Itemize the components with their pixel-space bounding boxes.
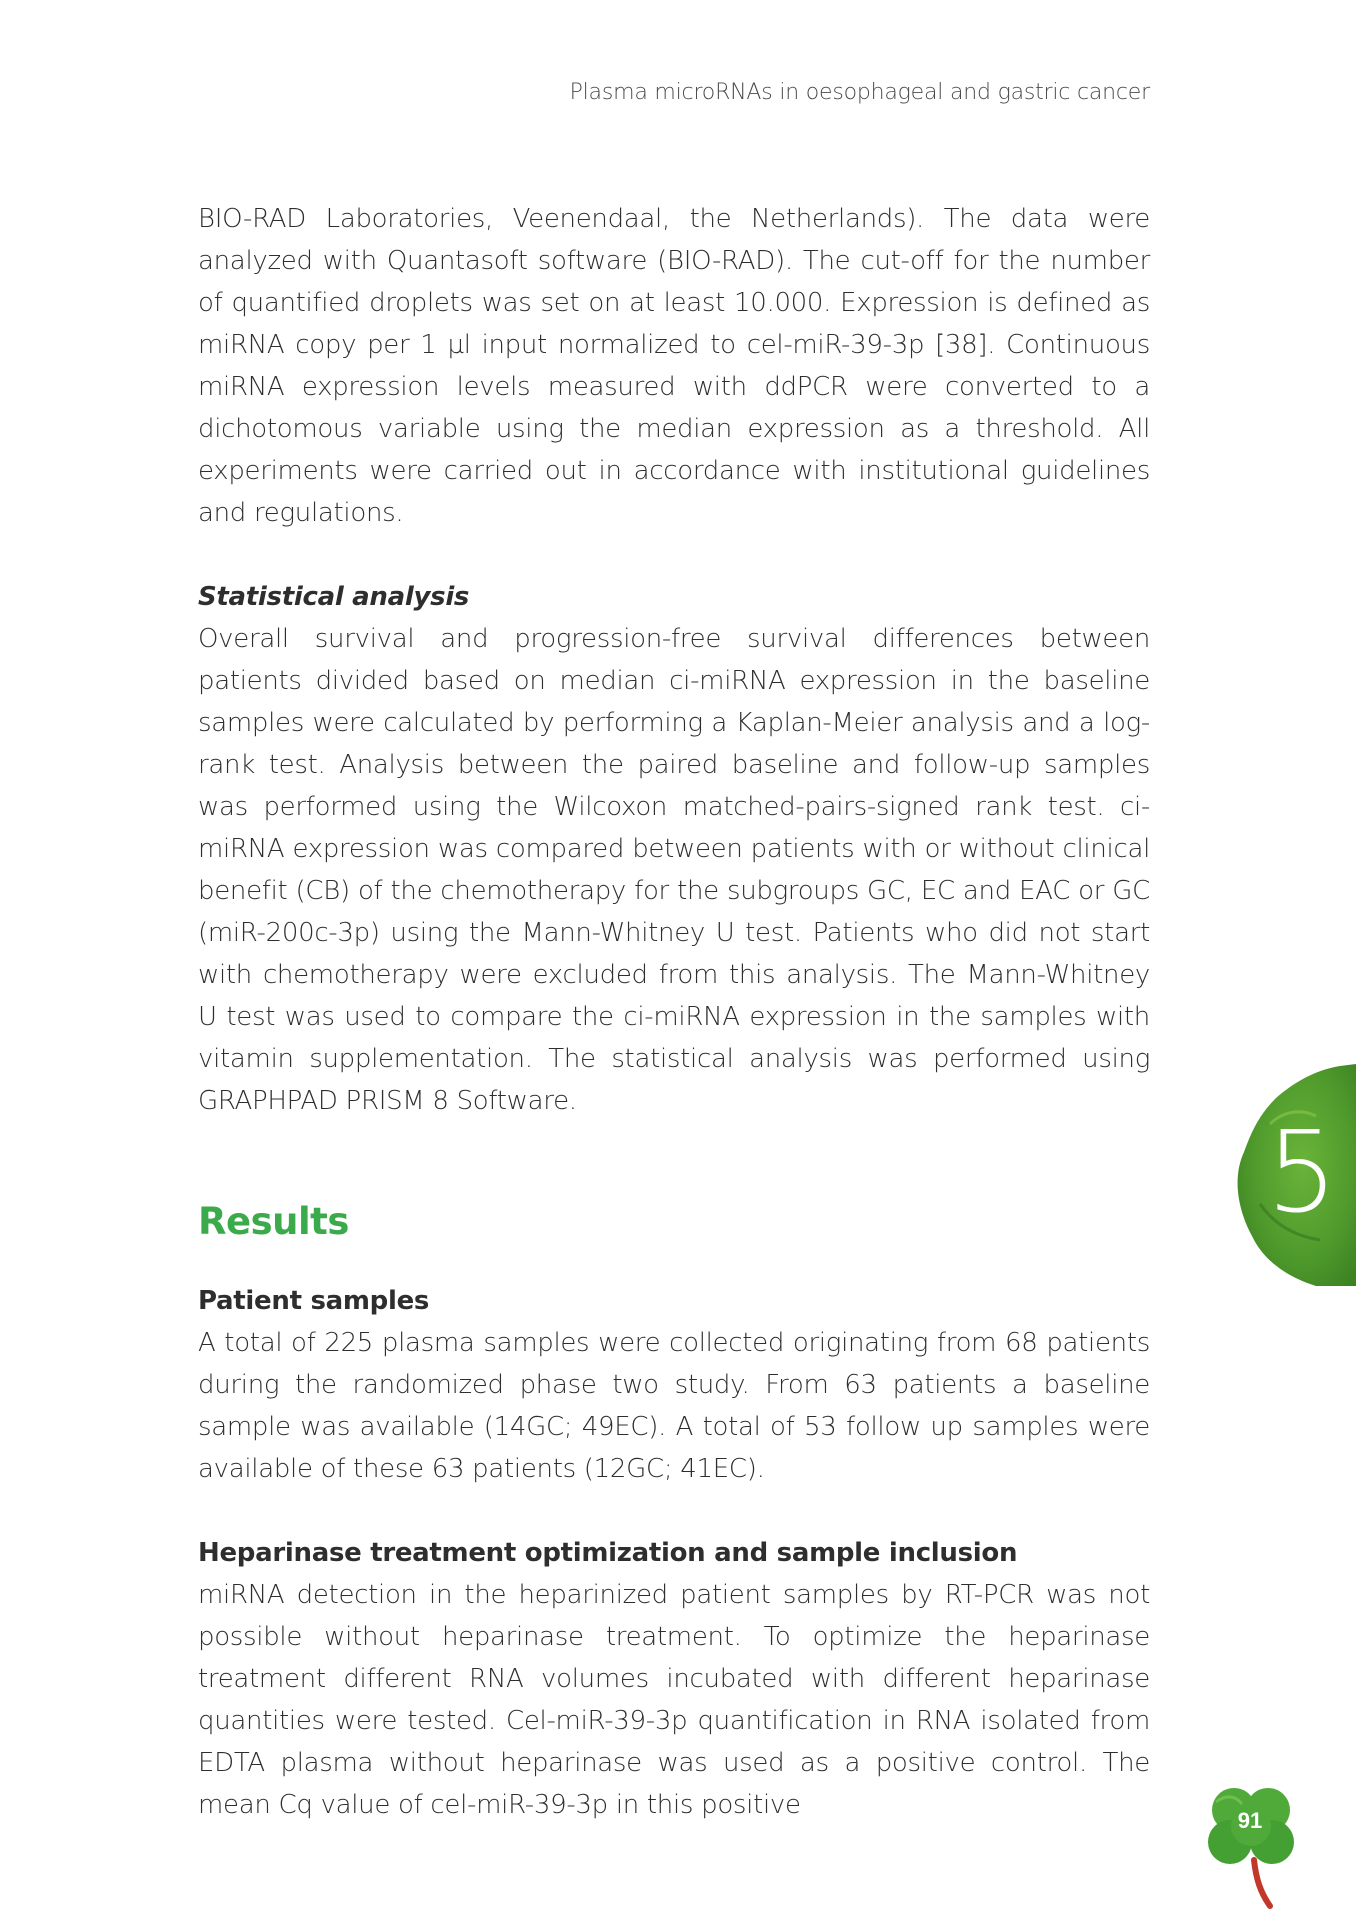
intro-paragraph: BIO-RAD Laboratories, Veenendaal, the Netherlands). The data were analyzed with Quantasoft software (BIO-RAD). The cut-off for the number of quantified droplets was set on at least 10.000. Expression is defined as miRNA copy per 1 µl input normalized to cel-miR-39-3p [38]. Continuous miRNA expression levels measured with ddPCR were converted to a dichotomous variable using the median expression as a threshold. All experiments were carried out in accordance with institutional guidelines and regulations. (198, 204, 1150, 528)
paragraph-gap (198, 534, 1150, 576)
page-content (198, 198, 1150, 1826)
running-header: Plasma microRNAs in oesophageal and gastric cancer (569, 80, 1150, 105)
page-badge (1196, 1782, 1306, 1910)
results-heading: Results (198, 1200, 349, 1243)
heparinase-heading: Heparinase treatment optimization and sample inclusion (198, 1538, 1018, 1568)
statistical-analysis-paragraph: Overall survival and progression-free survival differences between patients divided based on median ci-miRNA expression in the baseline samples were calculated by performing a Kaplan-Meier analysis and a log-rank test. Analysis between the paired baseline and follow-up samples was performed using the Wilcoxon matched-pairs-signed rank test. ci-miRNA expression was compared between patients with or without clinical benefit (CB) of the chemotherapy for the subgroups GC, EC and EAC or GC (miR-200c-3p) using the Mann-Whitney U test. Patients who did not start with chemotherapy were excluded from this analysis. The Mann-Whitney U test was used to compare the ci-miRNA expression in the samples with vitamin supplementation. The statistical analysis was performed using GRAPHPAD PRISM 8 Software. (198, 624, 1150, 1116)
heading-gap (198, 1246, 1150, 1280)
paragraph-gap (198, 1490, 1150, 1532)
patient-samples-paragraph: A total of 225 plasma samples were collected originating from 68 patients during the randomized phase two study. From 63 patients a baseline sample was available (14GC; 49EC). A total of 53 follow up samples were available of these 63 patients (12GC; 41EC). (198, 1328, 1150, 1484)
clover-icon (1196, 1782, 1306, 1910)
patient-samples-heading: Patient samples (198, 1286, 430, 1316)
chapter-number: 5 (1266, 1108, 1338, 1238)
section-gap (198, 1122, 1150, 1198)
page-number: 91 (1237, 1808, 1263, 1833)
heparinase-paragraph: miRNA detection in the heparinized patient samples by RT-PCR was not possible without heparinase treatment. To optimize the heparinase treatment different RNA volumes incubated with different heparinase quantities were tested. Cel-miR-39-3p quantification in RNA isolated from EDTA plasma without heparinase was used as a positive control. The mean Cq value of cel-miR-39-3p in this positive (198, 1580, 1150, 1820)
statistical-analysis-heading: Statistical analysis (198, 582, 470, 612)
